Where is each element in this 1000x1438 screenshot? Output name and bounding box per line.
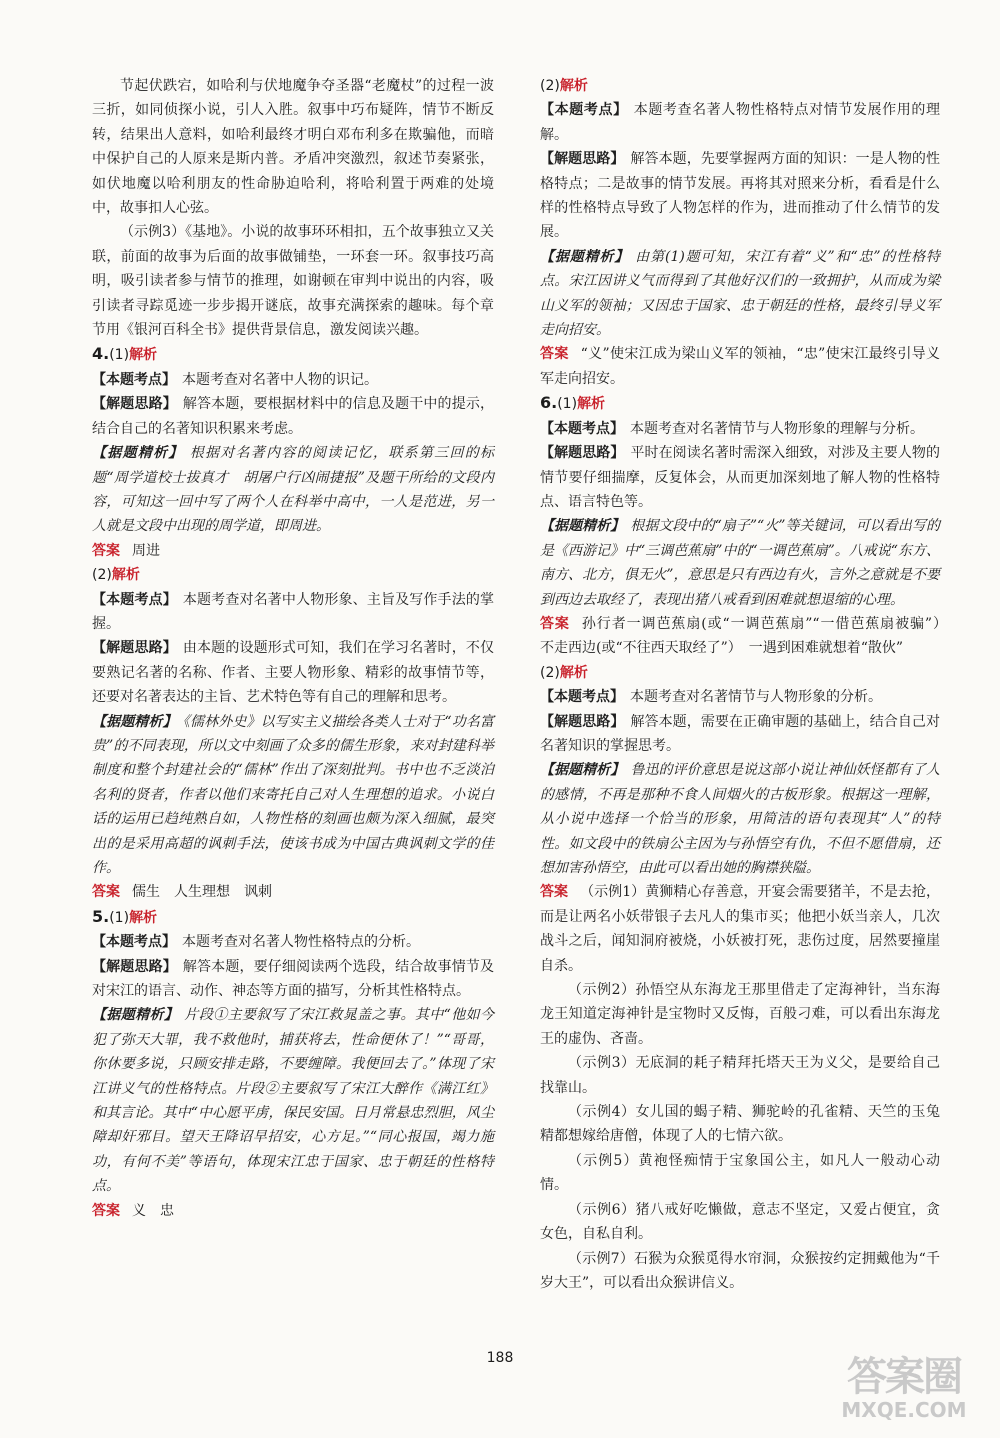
- right-column: [540, 74, 955, 1295]
- subquestion-header: (2)解析: [540, 78, 588, 94]
- example-line: （示例7）石猴为众猴觅得水帘洞，众猴按约定拥戴他为“千岁大王”，可以看出众猴讲信义。: [540, 1250, 940, 1291]
- silu-line: 【解题思路】 由本题的设题形式可知，我们在学习名著时，不仅要熟记名著的名称、作者、主要人物形象、精彩的故事情节等，还要对名著表达的主旨、艺术特色等有自己的理解和思考。: [92, 640, 495, 706]
- kaodian-line: 【本题考点】 本题考查对名著情节与人物形象的理解与分析。: [540, 420, 924, 437]
- kaodian-line: 【本题考点】 本题考查对名著中人物形象、主旨及写作手法的掌握。: [92, 591, 495, 632]
- kaodian-line: 【本题考点】 本题考查对名著情节与人物形象的分析。: [540, 689, 882, 706]
- example-line: （示例6）猪八戒好吃懒做，意志不坚定，又爱占便宜，贪女色，自私自利。: [540, 1201, 940, 1243]
- question-6-header: 6.(1)解析: [540, 393, 606, 413]
- silu-line: 【解题思路】 平时在阅读名著时需深入细致，对涉及主要人物的情节要仔细揣摩，反复体会，从而更加深刻地了解人物的性格特点、语言特色等。: [540, 445, 941, 510]
- page-number: 188: [486, 1350, 514, 1366]
- example-line: （示例2）孙悟空从东海龙王那里借走了定海神针，当东海龙王知道定海神针是宝物时又反悔，百般刁难，可以看出东海龙王的虚伪、吝啬。: [540, 982, 940, 1047]
- answer-line: 答案 儒生 人生理想 讽刺: [92, 884, 272, 901]
- silu-line: 【解题思路】 解答本题，先要掌握两方面的知识：一是人物的性格特点；二是故事的情节发展。再将其对照来分析，看看是什么样的性格特点导致了人物怎样的作为，进而推动了什么情节的发展。: [540, 151, 941, 241]
- example-line: （示例3）无底洞的耗子精拜托塔天王为义父，是要给自己找靠山。: [540, 1055, 940, 1096]
- question-4-header: 4.(1)解析: [92, 344, 158, 364]
- jingxi-line: 【据题精析】 鲁迅的评价意思是说这部小说让神仙妖怪都有了人的感情，不再是那种不食人间烟火的古板形象。根据这一理解，从小说中选择一个恰当的形象，用简洁的语句表现其“人”的特性。如文段中的铁扇公主因为与孙悟空有仇，不但不愿借扇，还想加害孙悟空，由此可以看出她的胸襟狭隘。: [540, 762, 941, 876]
- subquestion-header: (2)解析: [540, 664, 588, 681]
- left-column: [92, 74, 494, 1223]
- jingxi-line: 【据题精析】 片段①主要叙写了宋江救晁盖之事。其中“他如今犯了弥天大罪，我不救他时，捕获将去，性命便休了！”“哥哥，你休要多说，只顾安排走路，不要缠障。我便回去了。”体现了宋江讲义气的性格特点。片段②主要叙写了宋江大醉作《满江红》和其言论。其中“中心愿平虏，保民安国。日月常悬忠烈胆，风尘障却奸邪目。望天王降诏早招安，心方足。”“同心报国，竭力施功，有何不美”等语句，体现宋江忠于国家、忠于朝廷的性格特点。: [92, 1007, 495, 1195]
- silu-line: 【解题思路】 解答本题，要仔细阅读两个选段，结合故事情节及对宋江的语言、动作、神态等方面的描写，分析其性格特点。: [92, 958, 495, 1000]
- paragraph: 节起伏跌宕，如哈利与伏地魔争夺圣器“老魔杖”的过程一波三折，如同侦探小说，引人入胜。叙事中巧布疑阵，情节不断反转，结果出人意料，如哈利最终才明白邓布利多在欺骗他，而暗中保护自己的人原来是斯内普。矛盾冲突激烈，叙述节奏紧张，如伏地魔以哈利朋友的性命胁迫哈利，将哈利置于两难的处境中，故事扣人心弦。: [92, 78, 494, 217]
- jingxi-line: 【据题精析】 根据文段中的“扇子”“火”等关键词，可以看出写的是《西游记》中“三调芭蕉扇”中的“一调芭蕉扇”。八戒说“东方、南方、北方，俱无火”，意思是只有西边有火，言外之意就是不要到西边去取经了，表现出猪八戒看到困难就想退缩的心理。: [540, 518, 940, 608]
- jingxi-line: 【据题精析】 《儒林外史》以写实主义描绘各类人士对于“功名富贵”的不同表现，所以文中刻画了众多的儒生形象，来对封建科举制度和整个封建社会的“儒林”作出了深刻批判。书中也不乏淡泊名利的贤者，作者以他们来寄托自己对人生理想的追求。小说白话的运用已趋纯熟自如，人物性格的刻画也颇为深入细腻，最突出的是采用高超的讽刺手法，使该书成为中国古典讽刺文学的佳作。: [92, 713, 495, 876]
- answer-line: 答案 周进: [92, 542, 160, 559]
- kaodian-line: 【本题考点】 本题考查对名著人物性格特点的分析。: [92, 934, 420, 951]
- answer-line: 答案 （示例1）黄狮精心存善意，开宴会需要猪羊，不是去抢，而是让两名小妖带银子去凡人的集市买；他把小妖当亲人，几次战斗之后，闻知洞府被烧，小妖被打死，悲伤过度，居然要撞崖自杀。: [540, 884, 941, 974]
- answer-line: 答案 “义”使宋江成为梁山义军的领袖，“忠”使宋江最终引导义军走向招安。: [540, 346, 940, 387]
- example-line: （示例5）黄袍怪痴情于宝象国公主，如凡人一般动心动情。: [540, 1152, 940, 1194]
- silu-line: 【解题思路】 解答本题，需要在正确审题的基础上，结合自己对名著知识的掌握思考。: [540, 713, 941, 754]
- watermark-logo: 答案圈 MXQE.COM: [841, 1354, 967, 1422]
- kaodian-line: 【本题考点】 本题考查名著人物性格特点对情节发展作用的理解。: [540, 102, 941, 143]
- silu-line: 【解题思路】 解答本题，要根据材料中的信息及题干中的提示，结合自己的名著知识积累来考虑。: [92, 396, 495, 437]
- answer-line: 答案 孙行者一调芭蕉扇(或“一调芭蕉扇”“一借芭蕉扇被骗”） 不走西边(或“不往西天取经了”） 一遇到困难就想着“散伙”: [540, 615, 955, 657]
- jingxi-line: 【据题精析】 根据对名著内容的阅读记忆，联系第三回的标题“周学道校士拔真才 胡屠户行凶闹捷报”及题干所给的文段内容，可知这一回中写了两个人在科举中高中，一人是范进，另一人就是文段中出现的周学道，即周进。: [92, 445, 495, 535]
- question-5-header: 5.(1)解析: [92, 906, 158, 926]
- answer-line: 答案 义 忠: [92, 1202, 174, 1219]
- example-line: （示例4）女儿国的蝎子精、狮驼岭的孔雀精、天竺的玉兔精都想嫁给唐僧，体现了人的七情六欲。: [540, 1104, 940, 1145]
- subquestion-header: (2)解析: [92, 567, 140, 584]
- kaodian-line: 【本题考点】 本题考查对名著中人物的识记。: [92, 371, 378, 388]
- paragraph: （示例3）《基地》。小说的故事环环相扣，五个故事独立又关联，前面的故事为后面的故事做铺垫，一环套一环。叙事技巧高明，吸引读者参与情节的推理，如谢顿在审判中说出的内容，吸引读者寻踪觅迹一步步揭开谜底，故事充满探索的趣味。每个章节用《银河百科全书》提供背景信息，激发阅读兴趣。: [92, 224, 494, 339]
- jingxi-line: 【据题精析】 由第(1)题可知，宋江有着“义”和“忠”的性格特点。宋江因讲义气而得到了其他好汉们的一致拥护，从而成为梁山义军的领袖；又因忠于国家、忠于朝廷的性格，最终引导义军走向招安。: [540, 248, 940, 339]
